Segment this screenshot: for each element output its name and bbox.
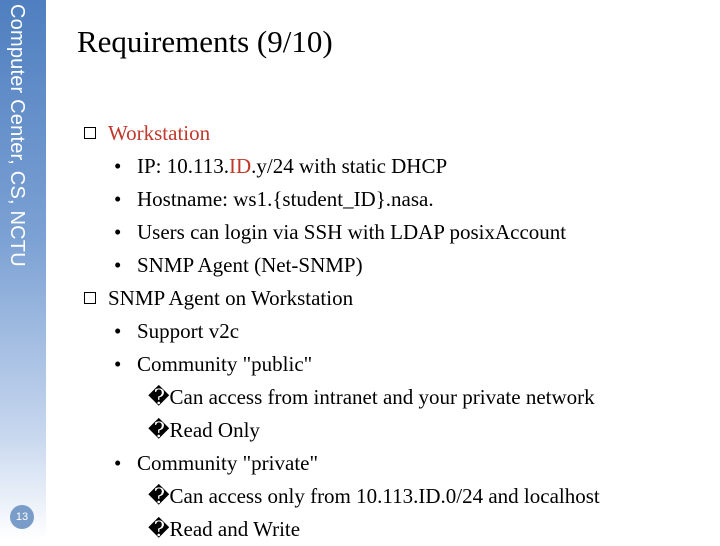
sub-item-text: �Read and Write [148,517,301,541]
ip-prefix: IP: 10.113. [137,154,229,178]
sub-item-text: �Can access only from 10.113.ID.0/24 and localhost [148,484,600,508]
item-text: Users can login via SSH with LDAP posixAccount [137,220,567,244]
ip-id-highlight: ID [228,154,252,178]
bullet-icon: • [114,187,122,211]
sidebar [0,0,46,540]
sub-item-text: �Read Only [148,418,260,442]
list-item [84,249,714,282]
item-text: SNMP Agent (Net-SNMP) [137,253,363,277]
list-item [84,447,714,480]
section-snmp [84,282,714,315]
bullet-icon: • [114,451,122,475]
ip-suffix: .y/24 with static DHCP [251,154,448,178]
section-workstation [84,117,714,150]
section-label: SNMP Agent on Workstation [108,286,354,310]
item-text: Community "private" [137,451,319,475]
item-text: Hostname: ws1.{student_ID}.nasa. [137,187,434,211]
item-text [84,154,447,178]
sub-item [84,381,714,414]
bullet-icon: • [114,220,122,244]
slide-title: Requirements (9/10) [77,24,333,59]
sub-item-text: �Can access from intranet and your private network [148,385,595,409]
bullet-icon: • [114,319,122,343]
sub-item [84,513,714,546]
section-label: Workstation [108,121,211,145]
page-number-badge: 13 [10,505,34,529]
bullet-icon: • [114,352,122,376]
list-item [84,348,714,381]
list-item [84,315,714,348]
slide-content [84,117,714,546]
sub-item [84,480,714,513]
list-item [84,183,714,216]
list-item [84,216,714,249]
bullet-icon: • [114,253,122,277]
bullet-icon: • [114,154,122,178]
sidebar-vertical-text: Computer Center, CS, NCTU [6,4,28,267]
item-text: Community "public" [137,352,313,376]
item-text: Support v2c [137,319,240,343]
list-item [84,150,714,183]
sub-item [84,414,714,447]
checkbox-bullet-icon [84,127,96,139]
checkbox-bullet-icon [84,292,96,304]
